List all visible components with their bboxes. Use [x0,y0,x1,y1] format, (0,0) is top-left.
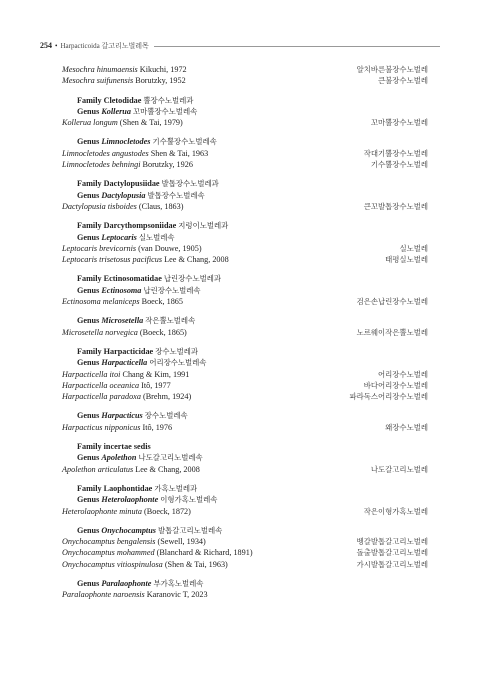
species-entry [62,203,428,214]
genus-name: Paralaophonte [101,578,152,588]
species-name [62,549,253,557]
family-name: Darcythompsoniidae [103,221,177,231]
species-name [62,538,206,546]
header-bullet: • [55,41,58,50]
species-genus: Leptocaris [62,243,98,253]
genus-korean-name: 꼬마뿔장수노벌레속 [132,106,198,116]
species-genus: Limnocletodes [62,148,110,158]
species-entry [62,119,428,130]
genus-name: Limnocletodes [101,137,151,147]
species-authority: (Shen & Tai, 1979) [119,118,183,128]
species-name [62,424,172,432]
species-entry [62,161,428,172]
species-epithet: suifunensis [96,76,134,86]
species-authority: Shen & Tai, 1963 [150,148,209,158]
species-name [62,466,200,474]
genus-label: Genus [77,495,100,505]
species-epithet: oceanica [109,380,140,390]
family-label: Family [77,442,102,452]
species-genus: Limnocletodes [62,160,110,170]
genus-label: Genus [77,525,100,535]
genus-label: Genus [77,358,100,368]
species-epithet: behningi [111,160,141,170]
species-genus: Kollerua [62,118,92,128]
family-korean-name: 납린장수노벌레과 [163,274,222,284]
genus-label: Genus [77,190,100,200]
species-name [62,591,208,599]
species-name [62,77,186,85]
genus-label: Genus [77,285,100,295]
species-epithet: vitiospinulosa [116,559,163,569]
genus-name: Leptocaris [101,232,137,242]
family-label: Family [77,95,102,105]
species-genus: Harpacticella [62,369,108,379]
species-korean-name: 기수뿔장수노벌레 [370,160,428,170]
species-epithet: melaniceps [102,297,140,307]
species-name [62,382,171,390]
species-genus: Apolethon [62,464,96,474]
family-name: Dactylopusiidae [103,179,160,189]
species-epithet: angustodes [111,148,149,158]
species-checklist [62,66,428,603]
species-korean-name: 파라독스어리장수노벌레 [349,392,428,402]
species-epithet: naroensis [113,590,145,600]
species-korean-name: 작은이형가혹노벌레 [363,506,428,516]
running-header [40,41,440,51]
species-genus: Dactylopusia [62,201,106,211]
species-entry [62,561,428,572]
family-label: Family [77,483,102,493]
family-label: Family [77,346,102,356]
genus-label: Genus [77,106,100,116]
species-authority: Karanovic T, 2023 [146,590,208,600]
species-entry [62,329,428,340]
species-epithet: hinumaensis [96,65,138,74]
species-genus: Harpacticella [62,380,108,390]
species-epithet: mohammed [116,548,155,558]
species-name [62,119,183,127]
species-epithet: paradoxa [109,392,141,402]
family-korean-name: 지렁이노벌레과 [178,221,229,231]
species-korean-name: 바다어리장수노벌레 [363,380,428,390]
species-authority: Borutzky, 1926 [142,160,193,170]
page-number: 254 [40,41,52,50]
genus-name: Apolethon [101,453,137,463]
species-korean-name: 어리장수노벌레 [378,369,428,379]
family-korean-name: 뿔장수노벌레과 [143,95,194,105]
family-korean-name: 장수노벌레과 [155,346,199,356]
species-genus: Leptocaris [62,255,98,265]
running-title: Harpacticoida 갈고리노벌레목 [60,41,149,50]
species-korean-name: 가시발톱갈고리노벌레 [356,559,428,569]
genus-name: Kollerua [101,106,131,116]
genus-korean-name: 실노벌레속 [138,232,175,242]
species-epithet: trisetosus pacificus [99,255,163,265]
species-entry [62,466,428,477]
species-korean-name: 노르웨이작은뿔노벌레 [356,327,428,337]
species-authority: (Brehm, 1924) [142,392,192,402]
species-epithet: articulatus [97,464,134,474]
genus-name: Heterolaophonte [101,495,159,505]
species-epithet: norvegica [105,327,138,337]
species-name [62,161,193,169]
species-genus: Onychocamptus [62,559,115,569]
species-korean-name: 작대기뿔장수노벌레 [363,148,428,158]
species-genus: Onychocamptus [62,548,115,558]
species-entry [62,298,428,309]
genus-name: Harpacticella [101,358,148,368]
species-authority: (Shen & Tai, 1963) [164,559,228,569]
genus-label: Genus [77,411,100,421]
species-authority: (Sewell, 1934) [157,537,206,547]
species-korean-name: 왜장수노벌레 [385,422,428,432]
genus-label: Genus [77,316,100,326]
species-name [62,256,229,264]
species-korean-name: 큰불장수노벌레 [378,76,428,86]
species-genus: Onychocamptus [62,537,115,547]
genus-label: Genus [77,232,100,242]
species-genus: Ectinosoma [62,297,101,307]
genus-korean-name: 작은뿔노벌레속 [145,316,196,326]
species-authority: Chang & Kim, 1991 [122,369,190,379]
species-name [62,150,208,158]
species-korean-name: 벵갈발톱갈고리노벌레 [356,537,428,547]
species-authority: (Boeck, 1865) [139,327,187,337]
genus-korean-name: 부가혹노벌레속 [153,578,204,588]
family-label: Family [77,274,102,284]
genus-name: Ectinosoma [101,285,142,295]
family-name: Laophontidae [103,483,153,493]
species-genus: Harpacticus [62,422,103,432]
genus-korean-name: 발톱장수노벌레속 [147,190,205,200]
family-name: Cletodidae [103,95,142,105]
species-authority: (Boeck, 1872) [144,506,191,516]
species-korean-name: 돌출발톱갈고리노벌레 [356,548,428,558]
species-name [62,561,228,569]
species-entry [62,591,428,602]
species-genus: Harpacticella [62,392,108,402]
species-korean-name: 실노벌레 [399,243,428,253]
species-entry [62,393,428,404]
species-entry [62,508,428,519]
species-genus: Mesochra [62,76,95,86]
species-authority: (Blanchard & Richard, 1891) [156,548,253,558]
species-name [62,329,187,337]
genus-name: Dactylopusia [101,190,146,200]
species-epithet: tisboides [107,201,137,211]
species-entry [62,77,428,88]
family-name: incertae sedis [103,442,151,452]
genus-korean-name: 납린장수노벌레속 [143,285,201,295]
species-entry [62,256,428,267]
species-authority: (Claus, 1863) [138,201,184,211]
species-authority: (van Douwe, 1905) [138,243,202,253]
species-name [62,371,189,379]
species-authority: Kikuchi, 1972 [139,65,187,74]
species-korean-name: 알치바른불장수노벌레 [356,65,428,74]
genus-name: Harpacticus [101,411,143,421]
species-genus: Mesochra [62,65,95,74]
genus-name: Microsetella [101,316,144,326]
species-epithet: minuta [119,506,142,516]
species-epithet: longum [93,118,118,128]
species-authority: Lee & Chang, 2008 [164,255,229,265]
species-authority: Borutzky, 1952 [135,76,186,86]
genus-korean-name: 기수뿔장수노벌레속 [152,137,217,147]
species-name [62,393,191,401]
family-korean-name: 가혹노벌레과 [154,483,198,493]
species-korean-name: 태평실노벌레 [385,255,428,265]
species-korean-name: 검은손납린장수노벌레 [356,297,428,307]
species-name [62,203,183,211]
genus-label: Genus [77,578,100,588]
species-epithet: itoi [109,369,121,379]
species-korean-name: 나도갈고리노벌레 [370,464,428,474]
family-name: Ectinosomatidae [103,274,162,284]
genus-korean-name: 발톱갈고리노벌레속 [157,525,223,535]
genus-korean-name: 장수노벌레속 [144,411,188,421]
species-authority: Lee & Chang, 2008 [135,464,200,474]
species-authority: Boeck, 1865 [141,297,183,307]
species-authority: Itô, 1977 [141,380,171,390]
genus-label: Genus [77,453,100,463]
family-korean-name: 발톱장수노벌레과 [161,179,219,189]
genus-label: Genus [77,137,100,147]
species-genus: Paralaophonte [62,590,112,600]
genus-korean-name: 어리장수노벌레속 [149,358,207,368]
species-name [62,508,191,516]
genus-name: Onychocamptus [101,525,156,535]
header-rule [154,46,440,47]
genus-korean-name: 나도갈고리노벌레속 [138,453,203,463]
genus-korean-name: 이형가혹노벌레속 [160,495,218,505]
family-label: Family [77,179,102,189]
family-label: Family [77,221,102,231]
species-epithet: nipponicus [104,422,141,432]
species-korean-name: 큰꼬발톱장수노벌레 [363,201,428,211]
family-name: Harpacticidae [103,346,154,356]
species-name [62,66,187,74]
species-entry [62,424,428,435]
species-korean-name: 꼬마뿔장수노벌레 [370,118,428,128]
species-genus: Microsetella [62,327,104,337]
species-epithet: bengalensis [116,537,156,547]
species-epithet: brevicornis [99,243,137,253]
species-name [62,298,183,306]
species-name [62,245,202,253]
species-genus: Heterolaophonte [62,506,118,516]
species-authority: Itô, 1976 [142,422,173,432]
